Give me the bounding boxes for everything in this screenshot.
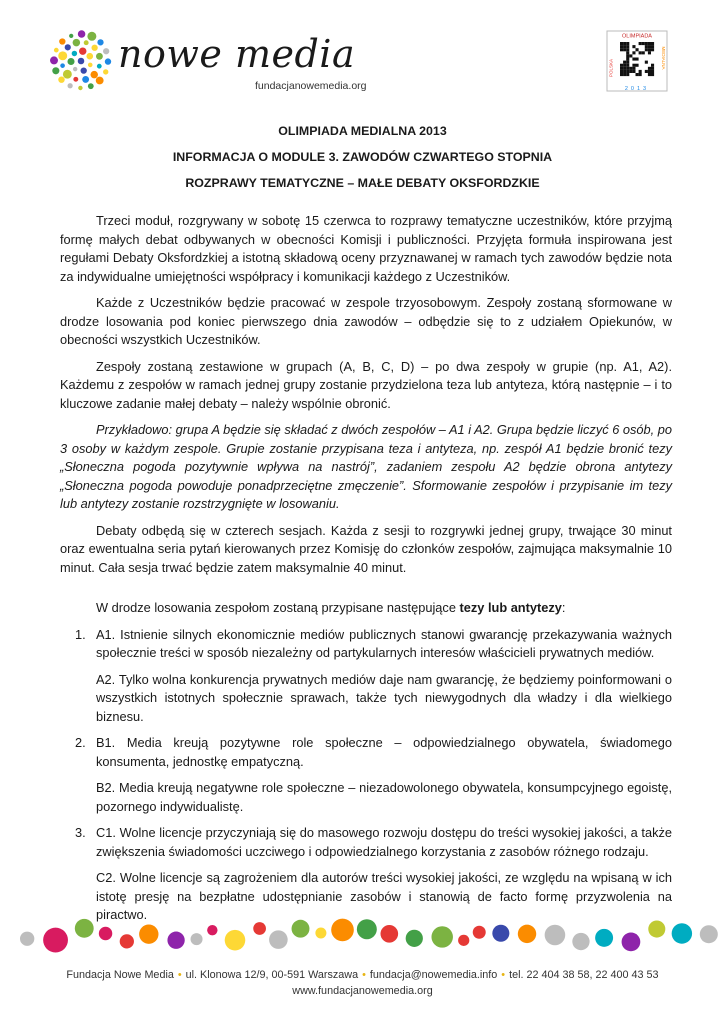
logo-dot — [87, 32, 96, 41]
footer-dot — [700, 925, 718, 943]
paragraph-1: Trzeci moduł, rozgrywany w sobotę 15 czerwca to rozprawy tematyczne uczestników, które przyjmą formę małych debat odbywanych w obecności Komisji i publiczności. Przyjęta formuła inspirowana jest regułami Debaty Oksfordzkiej a istotną składową oceny przyznawanej w ramach tych zawodów będzie nota za indywidualne umiejętności współpracy i komunikacji każdego z Uczestników. — [60, 213, 672, 284]
logo-dot — [88, 83, 94, 89]
logo-dot — [96, 77, 104, 85]
logo-dot — [50, 56, 58, 64]
footer-phone: tel. 22 404 38 58, 22 400 43 53 — [509, 969, 659, 981]
document-titles — [60, 118, 665, 196]
footer-dot — [191, 933, 203, 945]
logo-dot — [58, 51, 67, 60]
logo-dot — [78, 30, 86, 38]
footer-dot — [120, 934, 134, 948]
page-header — [0, 0, 725, 110]
badge-bottom-text: 2013 — [624, 86, 650, 92]
olimpiada-badge-icon — [606, 30, 668, 92]
footer-dot — [207, 925, 217, 935]
title-line-1: OLIMPIADA MEDIALNA 2013 — [278, 124, 447, 138]
footer-dot — [292, 920, 310, 938]
title-line-3: ROZPRAWY TEMATYCZNE – MAŁE DEBATY OKSFORDZKIE — [185, 176, 540, 190]
logo-dot — [97, 64, 102, 69]
footer-dot — [99, 927, 112, 940]
tezy-intro-bold: tezy lub antytezy — [459, 600, 562, 615]
antyteza: A2. Tylko wolna konkurencja prywatnych mediów daje nam gwarancję, że będziemy poinformowani o wszystkich istotnych społecznie sprawach, także tych niewygodnych dla władzy i dla wielkiego biznesu. — [96, 671, 672, 724]
footer-email[interactable]: fundacja@nowemedia.info — [369, 969, 498, 981]
logo-dot — [67, 58, 74, 65]
footer-dot — [315, 927, 326, 938]
logo-dots-icon — [50, 30, 112, 92]
footer-separator: • — [501, 969, 506, 981]
footer-website[interactable]: www.fundacjanowemedia.org — [292, 985, 433, 997]
footer-dot — [406, 930, 423, 947]
tezy-list — [60, 626, 672, 925]
title-line-2: INFORMACJA O MODULE 3. ZAWODÓW CZWARTEGO STOPNIA — [172, 150, 553, 164]
logo-dot — [59, 38, 65, 44]
footer-dot — [458, 935, 469, 946]
logo-wordmark: nowe media — [118, 32, 356, 76]
logo-dot — [63, 70, 72, 79]
logo-dot — [58, 76, 64, 82]
logo-dot — [103, 48, 109, 54]
logo-dot — [82, 76, 89, 83]
footer-dot — [380, 925, 398, 943]
footer-dot — [473, 926, 486, 939]
footer-dot — [167, 932, 184, 949]
logo-dot — [90, 71, 97, 78]
footer-dot — [595, 929, 613, 947]
footer-dot — [225, 930, 246, 951]
footer-separator: • — [362, 969, 366, 981]
footer-dot — [43, 928, 68, 953]
footer-dot — [545, 925, 566, 946]
logo-dot — [52, 67, 59, 74]
antyteza: B2. Media kreują negatywne role społeczne – niezadowolonego obywatela, konsumpcyjnego egoistę, pozornego indywidualistę. — [96, 780, 672, 814]
footer-dot — [269, 930, 288, 949]
footer-dot — [75, 919, 94, 938]
logo-dot — [103, 69, 108, 74]
list-item-number: 2. — [75, 735, 86, 750]
footer-dot — [492, 925, 509, 942]
footer-dot — [672, 923, 692, 943]
logo-dot — [91, 45, 97, 51]
antyteza: C2. Wolne licencje są zagrożeniem dla autorów treści wysokiej jakości, ze względu na wpisaną w ich istotę presję na bezpłatne udostępnianie zasobów i stanowią de facto formę przyzwolenia na piractwo. — [96, 870, 672, 922]
list-item — [60, 734, 672, 816]
logo-dot — [60, 63, 65, 68]
logo-dot — [72, 51, 77, 56]
logo-dot — [68, 83, 73, 88]
tezy-intro-text: W drodze losowania zespołom zostaną przypisane następujące — [96, 600, 460, 615]
paragraph-2: Każde z Uczestników będzie pracować w zespole trzyosobowym. Zespoły zostaną sformowane w drodze losowania pod koniec pierwszego dnia zawodów – odbędzie się to z udziałem Opiekunów, w obecności wszystkich Uczestników. — [60, 295, 672, 347]
tezy-intro — [60, 599, 672, 618]
footer-separator: • — [177, 969, 182, 981]
footer-dots-decoration — [0, 905, 725, 965]
paragraph-3: Zespoły zostaną zestawione w grupach (A, B, C, D) – po dwa zespoły w grupie (np. A1, A2). Każdemu z zespołów w ramach jednej grupy zostanie przydzielona teza lub antyteza, którą następnie – i to kluczowe zadanie małej debaty – należy wspólnie obronić. — [60, 358, 672, 411]
document-body — [60, 212, 672, 933]
logo-dot — [86, 53, 93, 60]
logo-dot — [78, 58, 85, 65]
badge-right-text: MEDIALNA — [661, 46, 666, 70]
logo-dot — [73, 77, 78, 82]
tezy-intro-end: : — [561, 600, 566, 615]
footer-org: Fundacja Nowe Media — [66, 969, 174, 981]
logo-dot — [81, 67, 87, 73]
teza: A1. Istnienie silnych ekonomicznie mediów publicznych stanowi gwarancję przekazywania ważnych społecznie treści w sposób niezależny od partykularnych interesów właścicieli prywatnych mediów. — [96, 626, 672, 660]
logo-dot — [73, 67, 77, 71]
logo-dot — [73, 39, 80, 46]
footer-dot — [357, 919, 377, 939]
logo-dot — [97, 39, 103, 45]
logo-dot — [65, 44, 71, 50]
logo-url: fundacjanowemedia.org — [255, 80, 367, 92]
logo-dot — [79, 47, 86, 54]
footer-contact — [0, 968, 725, 982]
footer-dot — [431, 926, 452, 947]
footer-dot — [622, 932, 641, 951]
badge-top-text: OLIMPIADA — [622, 33, 652, 40]
badge-left-text: POLSKA — [608, 58, 614, 78]
logo-dot — [84, 40, 89, 45]
logo-dot — [69, 34, 73, 38]
teza: B1. Media kreują pozytywne role społeczne – odpowiedzialnego obywatela, świadomego konsumenta, jednostkę empatyczną. — [96, 735, 672, 769]
paragraph-5: Debaty odbędą się w czterech sesjach. Każda z sesji to rozgrywki jednej grupy, trwające 30 minut oraz ewentualna seria pytań kierowanych przez Komisję do członków zespołów, zajmująca maksymalnie 10 minut. Cała sesja trwać będzie zatem maksymalnie 40 minut. — [60, 522, 672, 575]
logo-dot — [105, 58, 111, 64]
paragraph-example: Przykładowo: grupa A będzie się składać z dwóch zespołów – A1 i A2. Grupa będzie liczyć 6 osób, po 3 osoby w każdym zespole. Grupie zostanie przypisana teza i antyteza, np. zespół A1 będzie bronić tezy „Słoneczna pogoda pozytywnie wpływa na nastrój”, zadaniem zespołu A2 będzie obrona antytezy „Słoneczna pogoda powoduje ponadprzeciętne zmęczenie”. Sformowanie zespołów i przypisanie im tezy lub antytezy zostanie rozstrzygnięte w losowaniu. — [60, 422, 672, 511]
footer-dot — [331, 919, 354, 942]
list-item-number: 3. — [75, 825, 86, 840]
footer-dot — [139, 924, 158, 943]
footer-dot — [518, 925, 536, 943]
footer-dot — [572, 933, 589, 950]
footer-dot — [648, 921, 665, 938]
logo-dot — [88, 63, 93, 68]
footer-address: ul. Klonowa 12/9, 00-591 Warszawa — [185, 969, 359, 981]
footer-dot — [253, 922, 266, 935]
logo-dot — [96, 53, 103, 60]
logo-dot — [78, 86, 82, 90]
list-item-number: 1. — [75, 626, 86, 642]
list-item — [60, 626, 672, 727]
teza: C1. Wolne licencje przyczyniają się do masowego rozwoju dostępu do treści wysokiej jakości, a także zwiększenia świadomości uczciwego i odpowiedzialnego korzystania z zasobów różnego rodzaju. — [96, 825, 672, 859]
footer-dot — [20, 932, 34, 946]
logo-dot — [54, 48, 59, 53]
